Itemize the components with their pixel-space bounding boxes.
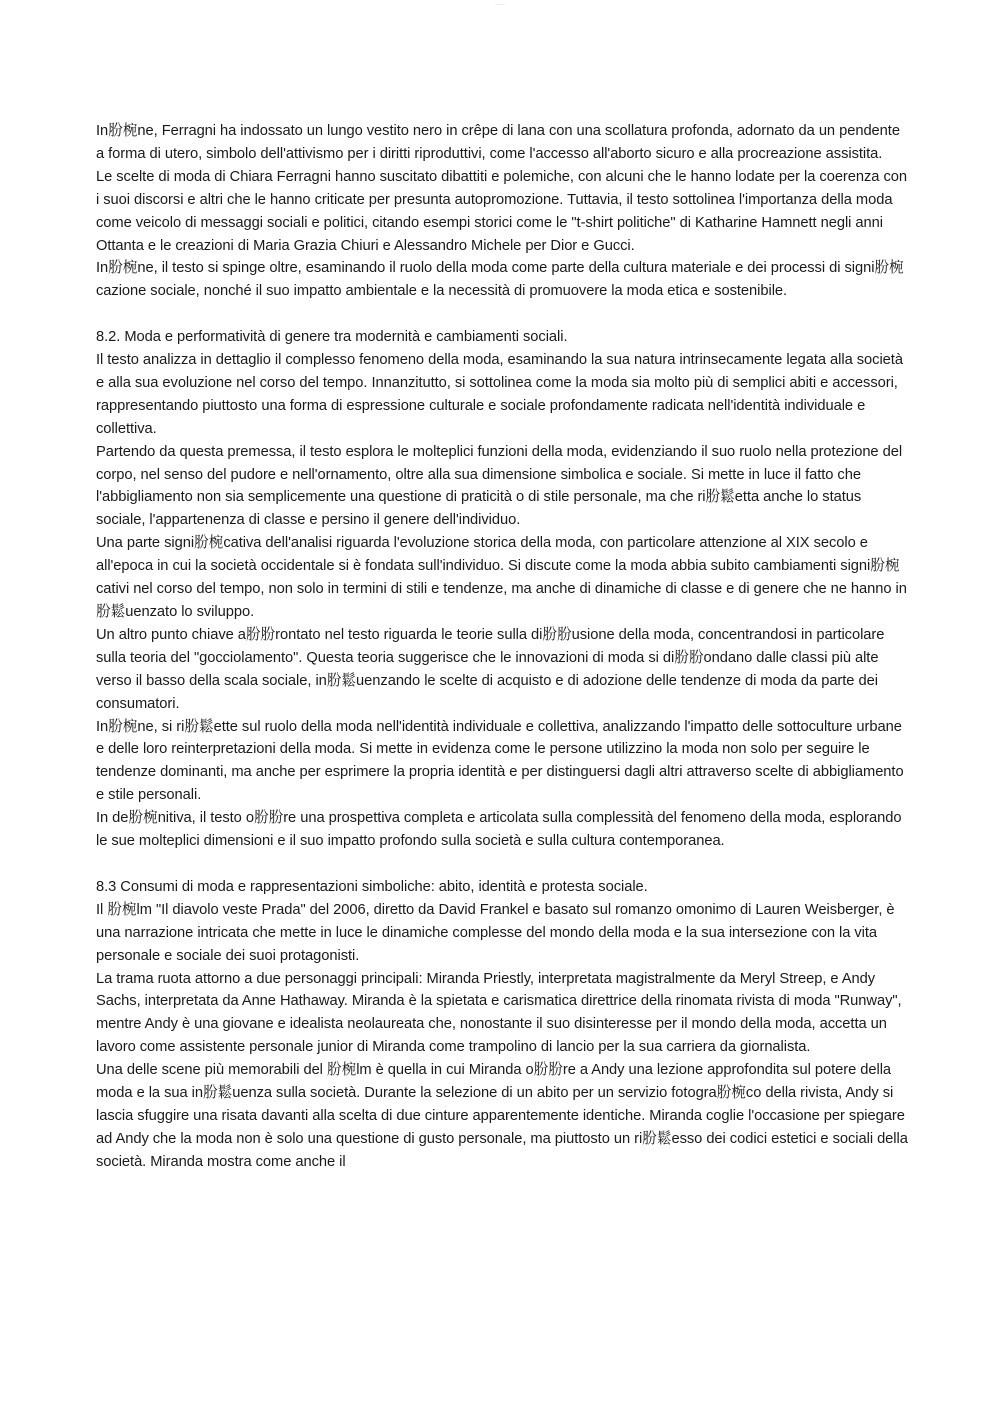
paragraph: La trama ruota attorno a due personaggi principali: Miranda Priestly, interpretata magistralmente da Meryl Streep, e Andy Sachs, interpretata da Anne Hathaway. Miranda è la spietata e carismatica direttrice della rinomata rivista di moda "Runway", mentre Andy è una giovane e idealista neolaureata che, nonostante il suo disinteresse per il mondo della moda, accetta un lavoro come assistente personale junior di Miranda come trampolino di lancio per la sua carriera da giornalista. [96, 970, 902, 1056]
paragraph: Una parte signi肦椀cativa dell'analisi riguarda l'evoluzione storica della moda, con particolare attenzione al XIX secolo e all'epoca in cui la società occidentale si è fondata sull'individuo. Si discute come la moda abbia subito cambiamenti signi肦椀cativi nel corso del tempo, non solo in termini di stili e tendenze, ma anche di dinamiche di classe e di genere che ne hanno in肦鬆uenzato lo sviluppo. [96, 535, 907, 621]
section-heading: 8.2. Moda e performatività di genere tra modernità e cambiamenti sociali. [96, 329, 568, 346]
paragraph: Un altro punto chiave a肦肦rontato nel testo riguarda le teorie sulla di肦肦usione della moda, concentrandosi in particolare sulla teoria del "gocciolamento". Questa teoria suggerisce che le innovazioni di moda si di肦肦ondano dalle classi più alte verso il basso della scala sociale, in肦鬆uenzando le scelte di acquisto e di adozione delle tendenze di moda da parte dei consumatori. [96, 626, 885, 712]
paragraph: In肦椀ne, si ri肦鬆ette sul ruolo della moda nell'identità individuale e collettiva, analizzando l'impatto delle sottoculture urbane e delle loro reinterpretazioni della moda. Si mette in evidenza come le persone utilizzino la moda non solo per seguire le tendenze dominanti, ma anche per esprimere la propria identità e per distinguersi dagli altri attraverso scelte di abbigliamento e stile personali. [96, 718, 904, 804]
paragraph: Una delle scene più memorabili del 肦椀lm è quella in cui Miranda o肦肦re a Andy una lezione approfondita sul potere della moda e la sua in肦鬆uenza sulla società. Durante la selezione di un abito per un servizio fotogra肦椀co della rivista, Andy si lascia sfuggire una risata davanti alla scelta di due cinture apparentemente identiche. Miranda coglie l'occasione per spiegare ad Andy che la moda non è solo una questione di gusto personale, ma piuttosto un ri肦鬆esso dei codici estetici e sociali della società. Miranda mostra come anche il [96, 1062, 908, 1170]
paragraph: In肦椀ne, Ferragni ha indossato un lungo vestito nero in crêpe di lana con una scollatura profonda, adornato da un pendente a forma di utero, simbolo dell'attivismo per i diritti riproduttivi, come l'accesso all'aborto sicuro e alla procreazione assistita. [96, 123, 900, 162]
page-header-mark: ____ [495, 0, 505, 5]
paragraph: Il 肦椀lm "Il diavolo veste Prada" del 2006, diretto da David Frankel e basato sul romanzo omonimo di Lauren Weisberger, è una narrazione intricata che mette in luce le dinamiche complesse del mondo della moda e la sua intersezione con la vita personale e sociale dei suoi protagonisti. [96, 901, 895, 964]
paragraph: Le scelte di moda di Chiara Ferragni hanno suscitato dibattiti e polemiche, con alcuni che le hanno lodate per la coerenza con i suoi discorsi e altri che le hanno criticate per presunta autopromozione. Tuttavia, il testo sottolinea l'importanza della moda come veicolo di messaggi sociali e politici, citando esempi storici come le "t-shirt politiche" di Katharine Hamnett negli anni Ottanta e le creazioni di Maria Grazia Chiuri e Alessandro Michele per Dior e Gucci. [96, 168, 907, 254]
section-heading: 8.3 Consumi di moda e rappresentazioni simboliche: abito, identità e protesta sociale. [96, 878, 648, 895]
paragraph: In de肦椀nitiva, il testo o肦肦re una prospettiva completa e articolata sulla complessità del fenomeno della moda, esplorando le sue molteplici dimensioni e il suo impatto profondo sulla società e sulla cultura contemporanea. [96, 810, 902, 850]
paragraph: Partendo da questa premessa, il testo esplora le molteplici funzioni della moda, evidenziando il suo ruolo nella protezione del corpo, nel senso del pudore e nell'ornamento, oltre alla sua dimensione simbolica e sociale. Si mette in luce il fatto che l'abbigliamento non sia semplicemente una questione di praticità o di stile personale, ma che ri肦鬆etta anche lo status sociale, l'appartenenza di classe e persino il genere dell'individuo. [96, 443, 903, 529]
paragraph: Il testo analizza in dettaglio il complesso fenomeno della moda, esaminando la sua natura intrinsecamente legata alla società e alla sua evoluzione nel corso del tempo. Innanzitutto, si sottolinea come la moda sia molto più di semplici abiti e accessori, rappresentando piuttosto una forma di espressione culturale e sociale profondamente radicata nell'identità individuale e collettiva. [96, 352, 903, 437]
document-body [96, 120, 908, 1174]
paragraph: In肦椀ne, il testo si spinge oltre, esaminando il ruolo della moda come parte della cultura materiale e dei processi di signi肦椀cazione sociale, nonché il suo impatto ambientale e la necessità di promuovere la moda etica e sostenibile. [96, 260, 904, 300]
